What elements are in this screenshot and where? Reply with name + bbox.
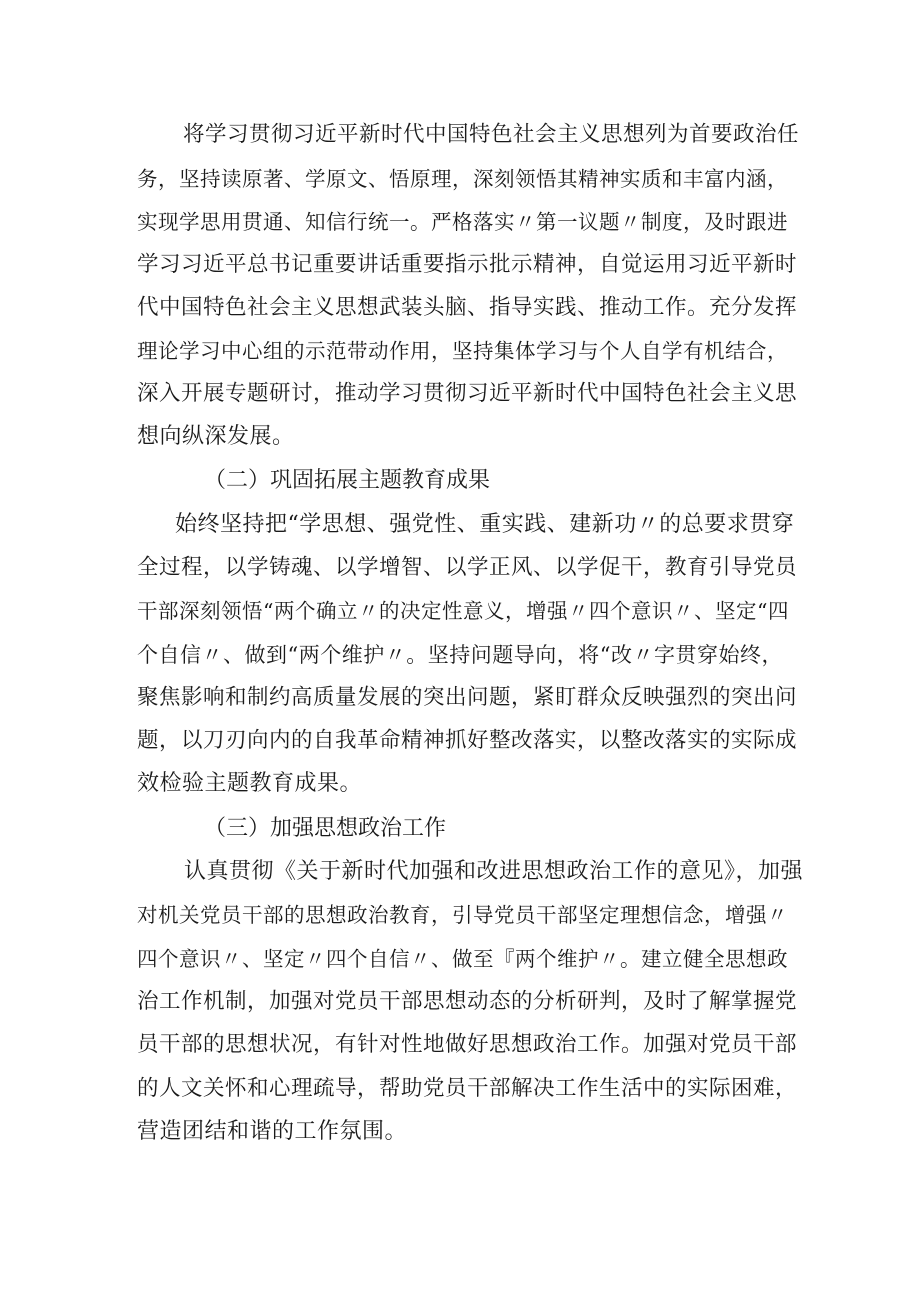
paragraph-line: 将学习贯彻习近平新时代中国特色社会主义思想列为首要政治任 [183, 122, 800, 147]
paragraph-line: 对机关党员干部的思想政治教育，引导党员干部坚定理想信念，增强〃 [137, 903, 788, 927]
paragraph-line: 聚焦影响和制约高质量发展的突出问题，紧盯群众反映强烈的突出问 [137, 685, 798, 710]
paragraph-line: 员干部的思想状况，有针对性地做好思想政治工作。加强对党员干部 [137, 1032, 798, 1057]
paragraph-line: 全过程，以学铸魂、以学增智、以学正风、以学促干，教育引导党员 [137, 555, 798, 580]
paragraph-line: 干部深刻领悟“两个确立〃的决定性意义，增强〃四个意识〃、坚定“四 [137, 599, 789, 623]
paragraph-line: 题，以刀刃向内的自我革命精神抓好整改落实，以整改落实的实际成 [137, 728, 798, 753]
paragraph-line: 务，坚持读原著、学原文、悟原理，深刻领悟其精神实质和丰富内涵， [137, 167, 788, 191]
paragraph-line: 效检验主题教育成果。 [137, 771, 363, 796]
paragraph-line: 始终坚持把“学思想、强党性、重实践、建新功〃的总要求贯穿 [175, 512, 795, 537]
paragraph-line: 认真贯彻《关于新时代加强和改进思想政治工作的意见》，加强 [184, 859, 804, 884]
paragraph-line: 深入开展专题研讨，推动学习贯彻习近平新时代中国特色社会主义思 [137, 381, 798, 406]
paragraph-line: 的人文关怀和心理疏导，帮助党员干部解决工作生活中的实际困难， [137, 1076, 798, 1101]
paragraph-line: 治工作机制，加强对党员干部思想动态的分析研判，及时了解掌握党 [137, 989, 798, 1014]
paragraph-line: 想向纵深发展。 [137, 424, 295, 449]
paragraph-line: 个自信〃、做到“两个维护〃。坚持问题导向，将“改〃字贯穿始终， [137, 643, 783, 667]
paragraph-line: 代中国特色社会主义思想武装头脑、指导实践、推动工作。充分发挥 [137, 295, 798, 320]
section-heading-3: （三）加强思想政治工作 [204, 816, 447, 841]
paragraph-line: 理论学习中心组的示范带动作用，坚持集体学习与个人自学有机结合， [137, 339, 788, 363]
paragraph-line: 学习习近平总书记重要讲话重要指示批示精神，自觉运用习近平新时 [137, 252, 798, 277]
paragraph-line: 营造团结和谐的工作氛围。 [137, 1119, 408, 1144]
paragraph-line: 四个意识〃、坚定〃四个自信〃、做至『两个维护〃。建立健全思想政 [137, 947, 788, 971]
paragraph-line: 实现学思用贯通、知信行统一。严格落实〃第一议题〃制度，及时跟进 [137, 210, 788, 234]
section-heading-2: （二）巩固拓展主题教育成果 [204, 468, 491, 493]
